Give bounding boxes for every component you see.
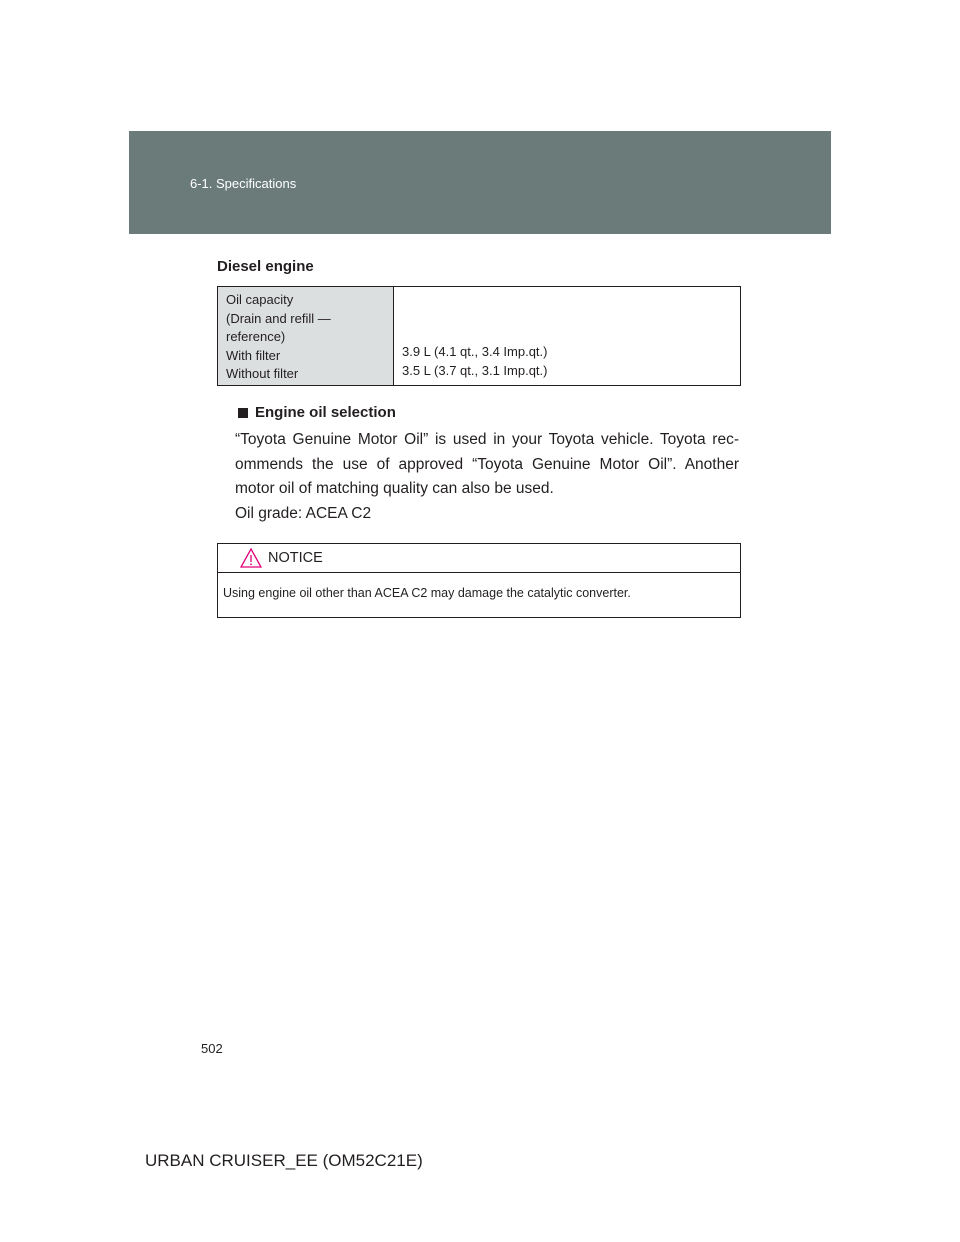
page-number: 502 <box>201 1041 223 1056</box>
spec-label-line: Oil capacity <box>226 292 294 307</box>
notice-body: Using engine oil other than ACEA C2 may damage the catalytic converter. <box>223 586 631 600</box>
spec-label-line: With filter <box>226 347 281 363</box>
section-label: 6-1. Specifications <box>190 176 297 191</box>
notice-header <box>218 544 740 573</box>
topic-body: “Toyota Genuine Motor Oil” is used in your Toyota vehicle. Toyota rec-ommends the use of approved “Toyota Genuine Motor Oil”. Another motor oil of matching quality can also be used. <box>235 431 739 497</box>
oil-grade: Oil grade: ACEA C2 <box>235 505 372 522</box>
header-band <box>129 131 831 234</box>
topic-heading <box>238 404 396 421</box>
spec-value-line: 3.9 L (4.1 qt., 3.4 Imp.qt.) <box>402 344 548 359</box>
warning-triangle-icon <box>240 548 262 568</box>
document-code: URBAN CRUISER_EE (OM52C21E) <box>145 1151 423 1170</box>
spec-value-line: 3.5 L (3.7 qt., 3.1 Imp.qt.) <box>402 362 548 378</box>
spec-table <box>217 286 741 386</box>
spec-label-line: reference) <box>226 329 286 344</box>
spec-label-line: Without filter <box>226 366 299 381</box>
spec-label-cell <box>218 287 394 385</box>
spec-value-cell <box>394 287 740 385</box>
subsection-title: Diesel engine <box>217 258 314 275</box>
notice-box <box>217 543 741 618</box>
notice-title: NOTICE <box>268 550 323 566</box>
topic-title: Engine oil selection <box>255 404 396 421</box>
spec-label-line: (Drain and refill — <box>226 310 331 326</box>
square-bullet-icon <box>238 408 248 418</box>
